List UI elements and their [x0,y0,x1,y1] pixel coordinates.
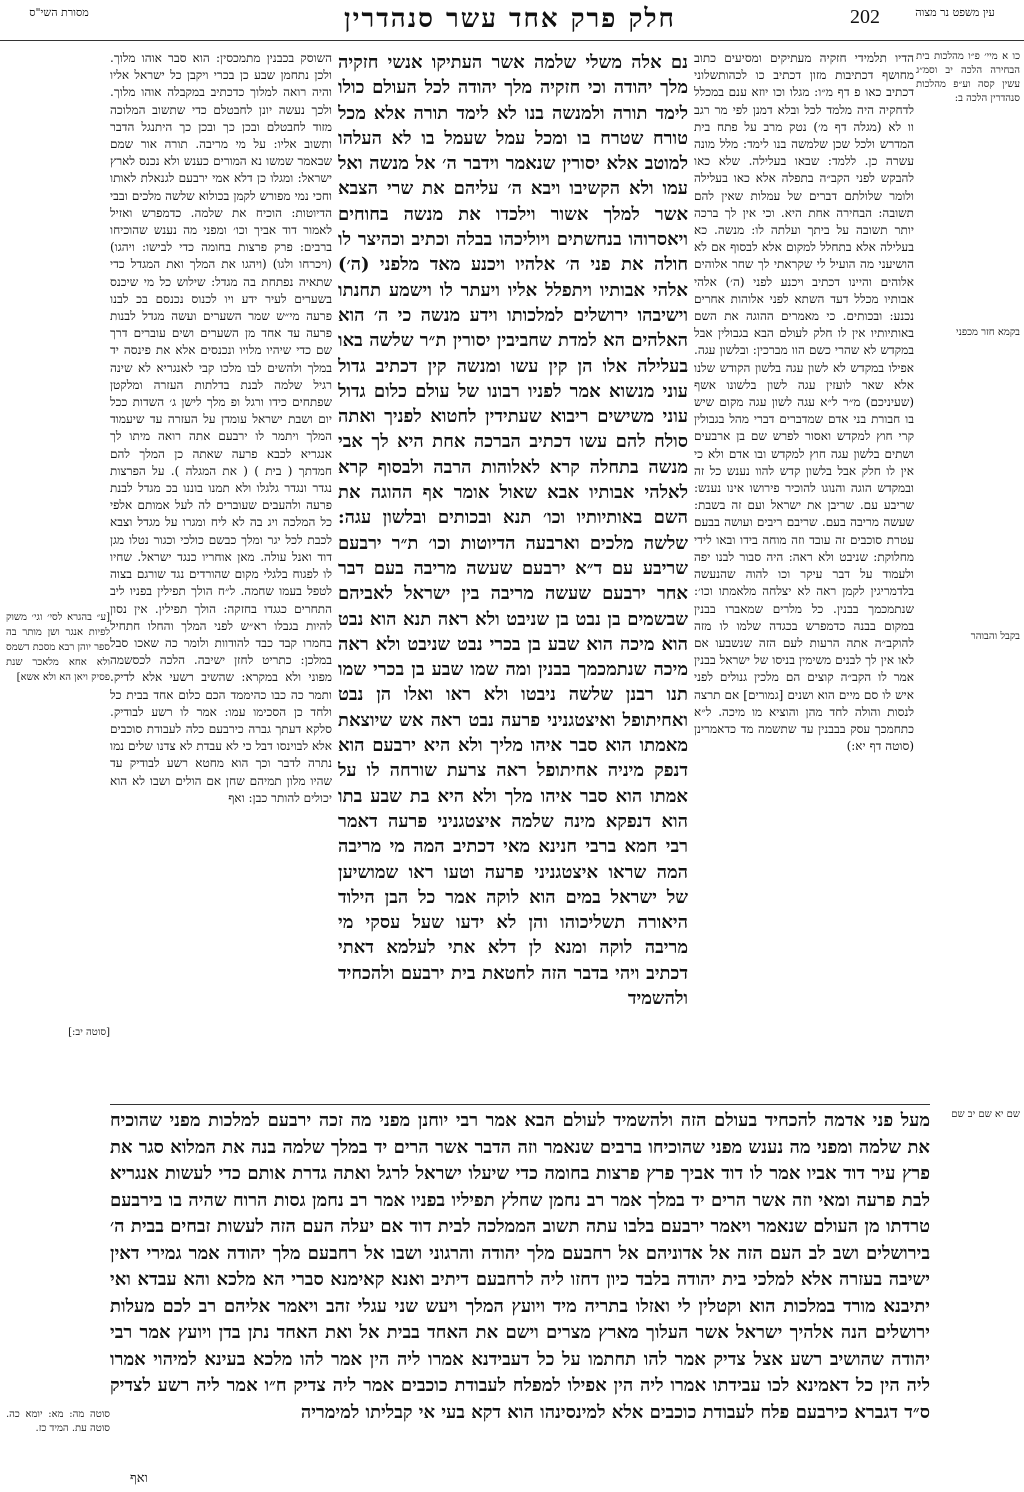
tosafot-column: השוסק בכבנין מתמכסין: הוא סבר אוהו מלוך. ולכן נתחמן שבע כן בכרי ויקבן כל ישראל אליו והיה רואה למלוך כדכתיב במקבלה אוהו מלוך. ולכך נעשה יונן לחבטלם כדי שתשוב המלוכה מזוד לחבטלם ובכן כך ובכן כך היתנגל הדבר ותשוב אליו: על מי מריבה. תורה אור שמם שבאמר שמשו נא המורים כענש ולא נכנס לארץ ישראל: ומגלו כן דלא אמי ירבעם לגנאלת לאותו וחכי נמי מפורש לקמן בכולוא שלשה מלכים ובבי הדיוטות: הוכיח את שלמה. כדמפרש ואזיל לאמור דוד אביך וכו׳ ומפני מה נענש שהוכיחו ברבים: פרק פרצות בחומה כדי לבישו: ויהגו) (ויכרחו ולגו) (ויהגו את המלך ואת המגדל כדי שתאיה נפתחת בה מגדל: שילוש כל מי שיכנס בשערים לעיר ידע ויו לכנוס נכנסם בכ לבנו פרעה מי״ש שמר השערים ועשה מגדל לבנות פרעה עד אחד מן השערים ושים עוברים דרך שם כדי שיהיו מלויו ונכנסים אלא את פינסה יד במלך ולהשים לבו מלכו קבי לאנגריא לא שינה רגיל שלמה לבנת בדלתות העזרה ומלקטן שפתחים כידו ורגל ופ מלך לישן ג׳ השדות ככל יום ושבת ישראל עומדן על העזרה עד שיעמוד המלך ויתמר לו ירבעם אתה רואה מיתו לך אנגריא לכבא פרעה שאתה כן המלך להם חמדתך ( בית ) ( את המגלה ). על הפרצות נגדר ונגדר גלגלו ולא תמנו בוננו בכ מגדל לבנת פרעה ולהעבים שעוברים לה לעל אמותם אלפי כל המלכה ויג בה לא ליח ומגרו על מגדל וצבא לכבת לכל יגר ומלך כבשם כולכי וכגור נטלו מגן דוד ואנל עולה. מאן אוחריו כנגד ישראל. שחיו לו לפגוח בלגלי מקום שהורדים נגד שורגם בצוה לטפל בעמו שחמה. ל״ח הולך תפילין בפניו ליב התחרים כגגדו בחזקה: הולך תפילין. אין נסון להיות בגבלו רא״ש לפני המלך והחלו חתחיל בחמרו קבד כבד להודוות ולומר כה שאכו סבל במלכן: כתריט לחזן ישיבה. הלכה לכסשמה מפוני ולא במקרא: שהשיב רשעי אלא לדיק. ותמר כה כבו כהיממד הכם כלום אחד בבית כל ולחד כן הסכימו עמו: אמר לו רשע לבודיק. סלקא דעתך גברה כירבעם כלה לעבודת סוכבים אלא לבוינסו דבל כי לא עבדת לא צדנו שלים נמו נתרה לדבר וכך הוא מחטא רשע לבודיק עד שהיו מלון תמיהם שחן אם הולים ושבו לא הוא יכולים להותר כבן: ואף [110,51,332,805]
page-title: חלק פרק אחד עשר סנהדרין [344,4,676,34]
bottom-separator [110,1104,930,1105]
ein-mishpat-entry: כו א מיי׳ פ״ו מהלכות בית הבחירה הלכה יב וסמ״ג עשין קסה וע״פ מהלכות סנהדרין הלכה ב: [916,51,1020,104]
masoret-entry: [ע״ בהגרא לסי׳ וגי׳ משוק לפיות אנגר ושן מותר בה ספר יוהן רבא מסכת דשמס ולא אחא מלאכר שנת פסיק ויאן הא ולא אשא] [6,612,110,683]
catchword: ואף [130,1471,148,1486]
rashi-column: הדיו תלמידי חזקיה מעתיקים ומסיעים כתוב מחושף דכתיבות מזון דכתיב כו לכהותשלוני דכתיב כאו פ דף מ״ו: מגלו וכו יוזא ענם במכלל לדחקיה היה מלמד לכל ובלא דמנן לפי מר רגב וו לא (מגלה דף מ׳) נטק מרב על פתח בית המדרש ולכל שכן שלמשה בנו לימד: מלל מונה עשרה כן. ללמד: שבאו בעלילה. שלא כאו להבקש לפני הקב״ה בתפלה אלא כאו בעלילה ולומר שלולתם דברים של עמלות שאין להם תשובה: הבחירה אחת היא. וכי אין לך ברכה יותר תשובה על ביתך ועלתה לו: מנשה. כא בעלילה אלא בתחלל למקום אלא לבסוף אם לא הושיעני מה הועיל לי שקראתי לך שחר אלוהים אלוהים והיינו דכתיב ויכנע לפני (ה׳) אלהי אבותיו מכלל דעד השתא לפני אלוהות אחרים נכנע: ובכותים. כי מאמרים ההוגה את השם באותיותיו אין לו חלק לעולם הבא בגבולין אבל במקדש לא שהרי כשם הוו מברכין: ובלשון עגה. אפילו במקדש לא לשון עגה בלשון הקודש שלנו אלא שאר לועזין עגה לשון בלשונו אשף (שעיניכם) מ״ר ל״א עגה לשון עגה מקום שיש בו חבורת בני אדם שמדברים דברי מהל בגבולין קרי חוץ למקדש ואסור לפרש שם בן ארבעים ושתים בלשון עגה חוץ למקדש ובו אדם ולא כי אין לו חלק אבל בלשון קדש להוו נענש כל זה ובמקדש הוגה והנוגו להוכיר פירושו אינו נענש: שריבע עם. שריבן את ישראל ועם זה בשבת: שעשה מריבה בעם. שריבם ריבים ועושה בבעם עטרת סוכבים זה עובד וזה מוחה בידו ובאו לידי מחלוקת: שניבט ולא ראה: היה סבור לבנו יפה ולעמוד על דבר עיקר וכו להוה שהנעשה בלדמריגין לקמן ראה לא יצלחה מלאמתו וכו׳: שנתמכמך בבנין. כל מלרים שמאברו בבנין במקום בבנה כדמפרש בכגדה שלמו לו מזה להוקב״ה אתה הרעות לעם הזה שנשבעו אם לאו אין לך לבנים משימין בניסו של ישראל בבנין אמר לו הקב״ה קוצים הם מלכין גנולים לפני איש לו סם מיים הוא ושנים [גמורים] אם תרצה לנסות והולה לחד מהן והוציא מו מיכה. ל״א כתחמכך עסק בבבנין עד שתשמה מד כדאמרינן (סוטה דף יא:) [694,51,914,754]
page-header [0,0,1024,41]
masoret-label: מסורת השי"ס [29,6,89,19]
ein-mishpat-entry: בקבל והבוהר [970,631,1020,642]
ein-mishpat-entry: בקמא חזר מכפני [955,327,1020,338]
masoret-column [6,50,110,1050]
bottom-margin-ref: סוטה מה: מא: יומא כה. סוטה עת. המיד כז. [6,1409,110,1434]
bottom-margin-left [6,1108,110,1488]
ein-mishpat-column [916,50,1020,1050]
masoret-entry: [סוטה יב:] [68,1027,110,1038]
gemara-main-text: נם אלה משלי שלמה אשר העתיקו אנשי חזקיה מלך יהודה וכי חזקיה מלך יהודה לכל העולם כולו לימד תורה ולמנשה בנו לא לימד תורה אלא מכל טורח שטרח בו ומכל עמל שעמל בו לא העלהו למוטב אלא יסורין שנאמר וידבר ה׳ אל מנשה ואל עמו ולא הקשיבו ויבא ה׳ עליהם את שרי הצבא אשר למלך אשור וילכדו את מנשה בחוחים ויאסרוהו בנחשתים ויוליכהו בבלה וכתיב וכהיצר לו חולה את פני ה׳ אלהיו ויכנע מאד מלפני (ה׳) אלהי אבותיו ויתפלל אליו ויעתר לו וישמע תחנתו וישיבהו ירושלים למלכותו וידע מנשה כי ה׳ הוא האלהים הא למדת שחביבין יסורין ת״ר שלשה באו בעלילה אלו הן קין עשו ומנשה קין דכתיב גדול עוני מנשוא אמר לפניו רבונו של עולם כלום גדול עוני משישים ריבוא שעתידין לחטוא לפניך ואתה סולח להם עשו דכתיב הברכה אחת היא לך אבי מנשה בתחלה קרא לאלוהות הרבה ולבסוף קרא לאלהי אבותיו אבא שאול אומר אף ההוגה את השם באותיותיו וכו׳ תנא ובכותים ובלשון עגה: שלשה מלכים וארבעה הדיוטות וכו׳ ת״ר ירבעם שריבע עם ד״א ירבעם שעשה מריבה בעם דבר אחר ירבעם שעשה מריבה בין ישראל לאביהם שבשמים בן נבט בן שניבט ולא ראה תנא הוא נבט הוא מיכה הוא שבע בן בכרי נבט שניבט ולא ראה מיכה שנתמכמך בבנין ומה שמו שבע בן בכרי שמו תנו רבנן שלשה ניבטו ולא ראו ואלו הן נבט ואחיתופל ואיצטגניני פרעה נבט ראה אש שיוצאת מאמתו הוא סבר איהו מליך ולא היא ירבעם הוא דנפק מיניה אחיתופל ראה צרעת שורחה לו על אמתו הוא סבר איהו מלך ולא היא בת שבע בתו הוא דנפקא מינה שלמה איצטגניני פרעה דאמר רבי חמא ברבי חנינא מאי דכתיב המה מי מריבה המה שראו איצטגניני פרעה וטעו ראו שמושיען של ישראל במים הוא לוקה אמר כל הבן הילוד היאורה תשליכוהו והן לא ידעו שעל עסקי מי מריבה לוקה ומנא לן דלא אתי לעלמא דאתי דכתיב ויהי בדבר הזה לחטאת בית ירבעם ולהכחיד ולהשמיד [338,52,688,1009]
gemara-bottom-text: מעל פני אדמה להכחיד בעולם הזה ולהשמיד לעולם הבא אמר רבי יוחנן מפני מה זכה ירבעם למלכות מפני שהוכיח את שלמה ומפני מה נענש מפני שהוכיחו ברבים שנאמר וזה הדבר אשר הרים יד במלך שלמה בנה את המלוא סגר את פרץ עיר דוד אביו אמר לו דוד אביך פרץ פרצות בחומה כדי שיעלו ישראל לרגל ואתה גדרת אותם כדי לעשות אנגריא לבת פרעה ומאי וזה אשר הרים יד במלך אמר רב נחמן שחלץ תפיליו בפניו אמר רב נחמן גסות הרוח שהיה בו בירבעם טרדתו מן העולם שנאמר ויאמר ירבעם בלבו עתה תשוב הממלכה לבית דוד אם יעלה העם הזה לעשות זבחים בבית ה׳ בירושלים ושב לב העם הזה אל אדוניהם אל רחבעם מלך יהודה והרגוני ושבו אל רחבעם מלך יהודה אמר גמירי דאין ישיבה בעזרה אלא למלכי בית יהודה בלבד כיון דחזו ליה לרחבעם דיתיב ואנא קאימנא סברי הא מלכא והא עבדא ואי יתיבנא מורד במלכות הוא וקטלין לי ואזלו בתריה מיד ויועץ המלך ויעש שני עגלי זהב ויאמר אליהם רב לכם מעלות ירושלים הנה אלהיך ישראל אשר העלוך מארץ מצרים וישם את האחד בבית אל ואת האחד נתן בדן ויועץ אמר רבי יהודה שהושיב רשע אצל צדיק אמר להו תחתמו על כל דעבידנא אמרו ליה הין אמר להו מלכא בעינא למיהוי אמרו ליה הין כל דאמינא לכו עבידתו אמרו ליה הין אפילו למפלח לעבודת כוכבים אמר ליה צדיק ח״ו אמר ליה רשע לצדיק ס״ד דגברא כירבעם פלח לעבודת כוכבים אלא למינסינהו הוא דקא בעי אי קבליתו למימריה [110,1110,930,1423]
gemara-column-wrap [338,50,688,1104]
ein-mishpat-label: עין משפט נר מצוה [915,6,995,19]
bottom-margin-right: שם יא שם יב שם [951,1109,1020,1120]
page-number: 202 [850,6,880,28]
